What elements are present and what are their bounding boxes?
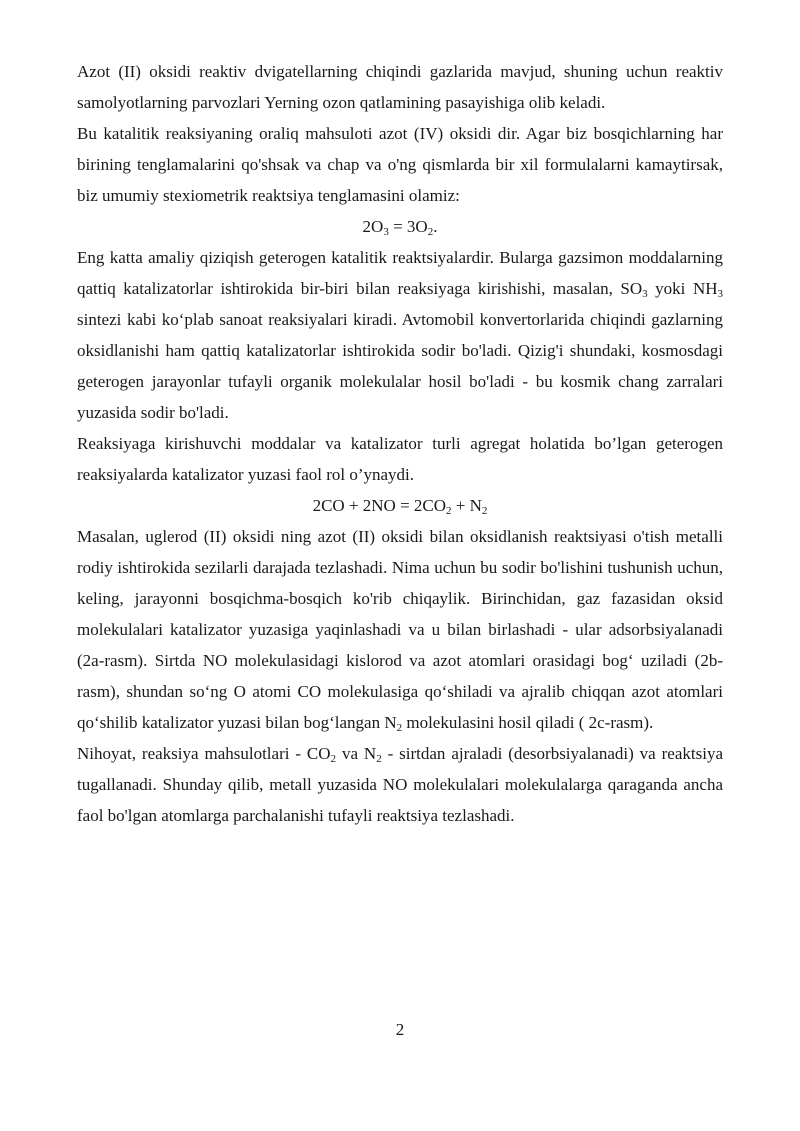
paragraph-text: yoki NH [647, 279, 718, 298]
equation-text: 2O [362, 217, 384, 236]
subscript: 2 [446, 505, 452, 517]
equation-ozone [77, 211, 723, 242]
paragraph-text: Eng katta amaliy qiziqish geterogen katalitik reaktsiyalardir. Bularga gazsimon moddalarning qattiq katalizatorlar ishtirokida bir-biri bilan reaksiyaga kirishishi, masalan, SO [77, 248, 723, 298]
equation-text: 2CO + 2NO = 2CO [312, 496, 447, 515]
subscript: 3 [717, 288, 724, 300]
equation-co-no [77, 490, 723, 521]
subscript: 2 [396, 722, 403, 734]
paragraph-text: Nihoyat, reaksiya mahsulotlari - CO [77, 744, 331, 763]
subscript: 2 [376, 753, 382, 765]
paragraph-text: - sirtdan ajraladi (desorbsiyalanadi) va reaktsiya tugallanadi. Shunday qilib, metall yuzasida NO molekulalari molekulalarga qaraganda ancha faol bo'lgan atomlarga parchalanishi tufayli reaktsiya tezlashadi. [77, 744, 723, 825]
paragraph-2: Bu katalitik reaksiyaning oraliq mahsuloti azot (IV) oksidi dir. Agar biz bosqichlarning har birining tenglamalarini qo'shsak va chap va o'ng qismlarda bir xil formulalarni kamaytirsak, biz umumiy stexiometrik reaktsiya tenglamasini olamiz: [77, 124, 723, 205]
equation-text: + N [451, 496, 482, 515]
paragraph-6 [77, 738, 723, 831]
document-body [77, 56, 723, 831]
paragraph-text: molekulasini hosil qiladi ( 2c-rasm). [402, 713, 654, 732]
paragraph-text: sintezi kabi ko‘plab sanoat reaksiyalari kiradi. Avtomobil konvertorlarida chiqindi gazlarning oksidlanishi ham qattiq katalizatorlar ishtirokida sodir bo'ladi. Qizig'i shundaki, kosmosdagi geterogen jarayonlar tufayli organik molekulalar hosil bo'ladi - bu kosmik chang zarralari yuzasida sodir bo'ladi. [77, 310, 723, 422]
paragraph-text: Masalan, uglerod (II) oksidi ning azot (II) oksidi bilan oksidlanish reaktsiyasi o'tish metalli rodiy ishtirokida sezilarli darajada tezlashadi. Nima uchun bu sodir bo'lishini tushunish uchun, keling, jarayonni bosqichma-bosqich ko'rib chiqaylik. Birinchidan, gaz fazasidan oksid molekulalari katalizator yuzasiga yaqinlashadi va u bilan birlashadi - ular adsorbsiyalanadi (2a-rasm). Sirtda NO molekulasidagi kislorod va azot atomlari orasidagi bog‘ uziladi (2b-rasm), shundan so‘ng O atomi CO molekulasiga qo‘shiladi va ajralib chiqqan azot atomlari qo‘shilib katalizator yuzasi bilan bog‘langan N [77, 527, 723, 732]
subscript: 2 [330, 753, 337, 765]
paragraph-3 [77, 242, 723, 428]
equation-text: . [433, 217, 438, 236]
subscript: 3 [642, 288, 648, 300]
page-number: 2 [395, 1020, 405, 1039]
paragraph-1: Azot (II) oksidi reaktiv dvigatellarning chiqindi gazlarida mavjud, shuning uchun reaktiv samolyotlarning parvozlari Yerning ozon qatlamining pasayishiga olib keladi. [77, 62, 723, 112]
equation-text: = 3O [388, 217, 428, 236]
paragraph-text: va N [336, 744, 377, 763]
subscript: 2 [481, 505, 488, 517]
paragraph-4: Reaksiyaga kirishuvchi moddalar va katalizator turli agregat holatida bo’lgan geterogen reaksiyalarda katalizator yuzasi faol rol o’ynaydi. [77, 434, 723, 484]
paragraph-5 [77, 521, 723, 738]
subscript: 3 [383, 226, 389, 238]
subscript: 2 [427, 226, 434, 238]
